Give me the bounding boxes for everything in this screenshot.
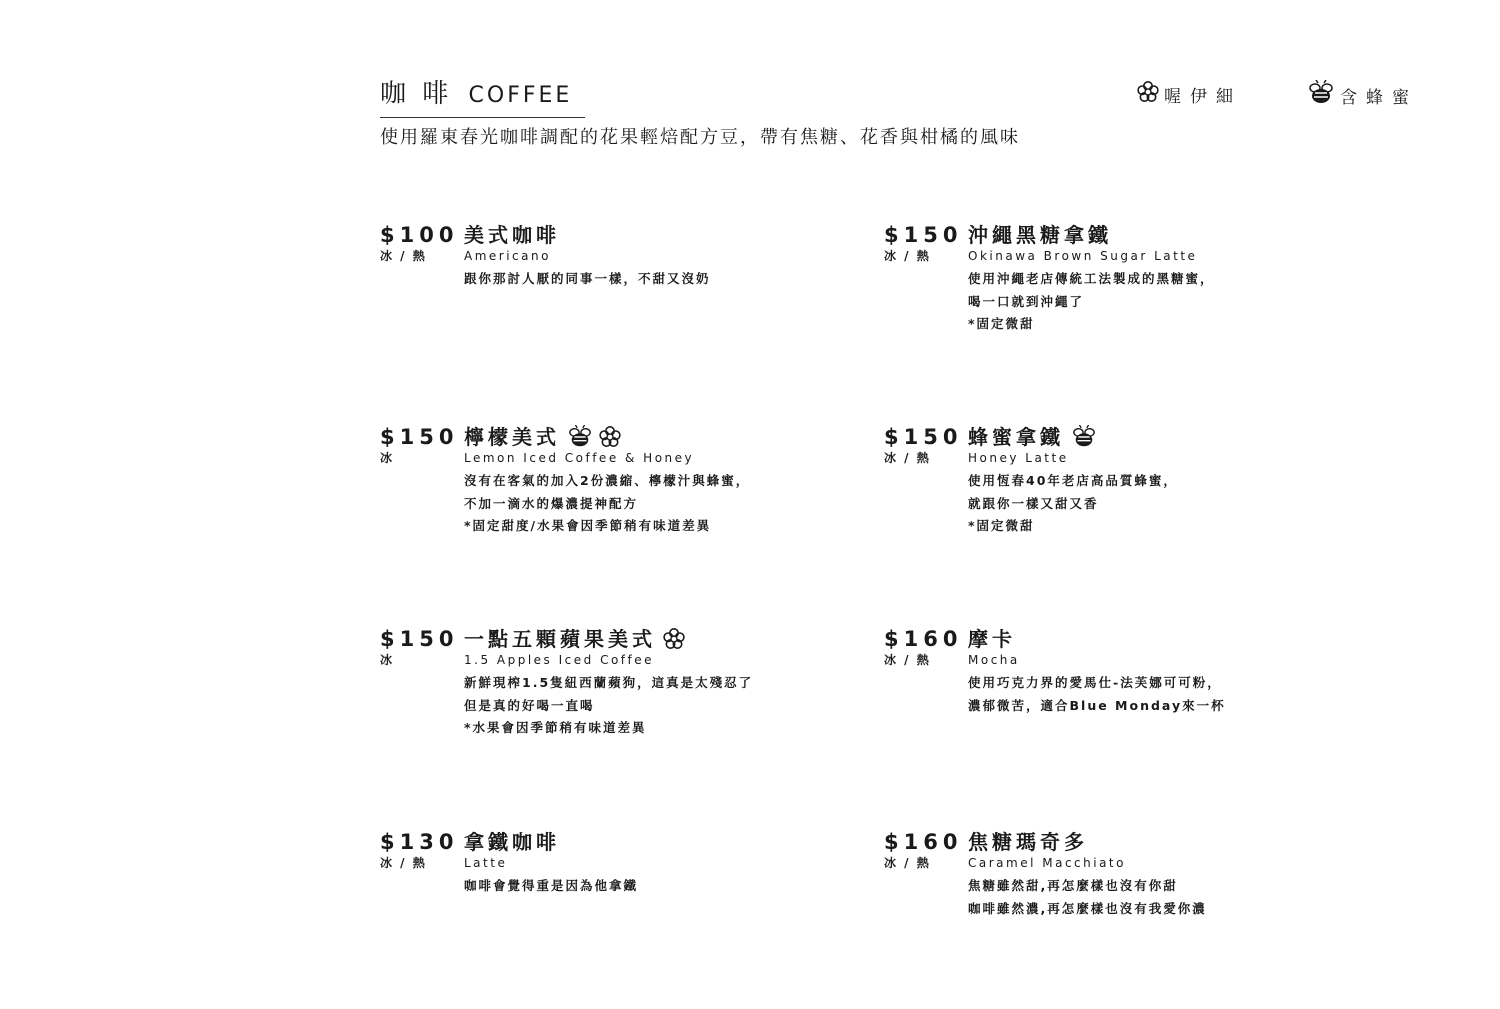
item-description: 跟你那討人厭的同事一樣，不甜又沒奶 — [464, 271, 711, 286]
item-en-name: Lemon Iced Coffee & Honey — [464, 451, 695, 465]
item-en-name: Honey Latte — [968, 451, 1069, 465]
item-name: 一點五顆蘋果美式 — [464, 626, 686, 652]
item-price: $150 — [380, 425, 459, 449]
item-temp: 冰 — [380, 451, 395, 465]
item-price: $160 — [884, 830, 963, 854]
item-description: 沒有在客氣的加入2份濃縮、檸檬汁與蜂蜜， 不加一滴水的爆濃提神配方 *固定甜度/水果會因季節稍有味道差異 — [464, 473, 751, 533]
item-name: 檸檬美式 — [464, 424, 622, 450]
item-name: 摩卡 — [968, 627, 1016, 651]
item-description: 使用沖繩老店傳統工法製成的黑糖蜜， 喝一口就到沖繩了 *固定微甜 — [968, 271, 1215, 331]
flower-icon — [598, 425, 622, 449]
flower-icon — [1136, 80, 1164, 109]
item-temp: 冰 — [380, 653, 395, 667]
item-name: 蜂蜜拿鐵 — [968, 424, 1098, 450]
item-temp: 冰 / 熱 — [380, 856, 427, 870]
item-description: 咖啡會覺得重是因為他拿鐵 — [464, 878, 639, 893]
item-price: $150 — [884, 425, 963, 449]
item-description: 新鮮現榨1.5隻紐西蘭蘋狗，這真是太殘忍了 但是真的好喝一直喝 *水果會因季節稍有味道差異 — [464, 675, 754, 735]
item-en-name: Okinawa Brown Sugar Latte — [968, 249, 1198, 263]
item-price: $150 — [884, 223, 963, 247]
item-name: 拿鐵咖啡 — [464, 830, 560, 854]
legend-item-flower — [1136, 80, 1242, 109]
item-en-name: Latte — [464, 856, 508, 870]
bee-icon — [566, 425, 594, 449]
legend-item-bee — [1306, 80, 1418, 111]
item-price: $150 — [380, 627, 459, 651]
page-subtitle: 使用羅東春光咖啡調配的花果輕焙配方豆，帶有焦糖、花香與柑橘的風味 — [380, 127, 1020, 148]
item-en-name: Caramel Macchiato — [968, 856, 1126, 870]
bee-icon — [1070, 425, 1098, 449]
item-temp: 冰 / 熱 — [884, 653, 931, 667]
item-price: $160 — [884, 627, 963, 651]
item-temp: 冰 / 熱 — [884, 856, 931, 870]
item-temp: 冰 / 熱 — [884, 249, 931, 263]
page-title-zh: 咖 啡 — [380, 79, 453, 109]
item-en-name: Americano — [464, 249, 551, 263]
page-title — [380, 78, 572, 112]
item-en-name: 1.5 Apples Iced Coffee — [464, 653, 655, 667]
item-en-name: Mocha — [968, 653, 1020, 667]
item-price: $130 — [380, 830, 459, 854]
legend-label-bee: 含蜂蜜 — [1340, 88, 1418, 108]
item-description: 焦糖雖然甜,再怎麼樣也沒有你甜 咖啡雖然濃,再怎麼樣也沒有我愛你濃 — [968, 878, 1207, 916]
flower-icon — [662, 627, 686, 651]
item-temp: 冰 / 熱 — [380, 249, 427, 263]
item-temp: 冰 / 熱 — [884, 451, 931, 465]
item-name: 美式咖啡 — [464, 223, 560, 247]
title-underline — [380, 117, 585, 118]
bee-icon — [1306, 80, 1340, 111]
item-price: $100 — [380, 223, 459, 247]
legend-label-flower: 喔伊細 — [1164, 87, 1242, 107]
page-title-en: COFFEE — [468, 83, 573, 108]
item-name: 焦糖瑪奇多 — [968, 830, 1088, 854]
item-description: 使用恆春40年老店高品質蜂蜜， 就跟你一樣又甜又香 *固定微甜 — [968, 473, 1178, 533]
item-name: 沖繩黑糖拿鐵 — [968, 223, 1112, 247]
item-description: 使用巧克力界的愛馬仕-法芙娜可可粉， 濃郁微苦，適合Blue Monday來一杯 — [968, 675, 1226, 713]
